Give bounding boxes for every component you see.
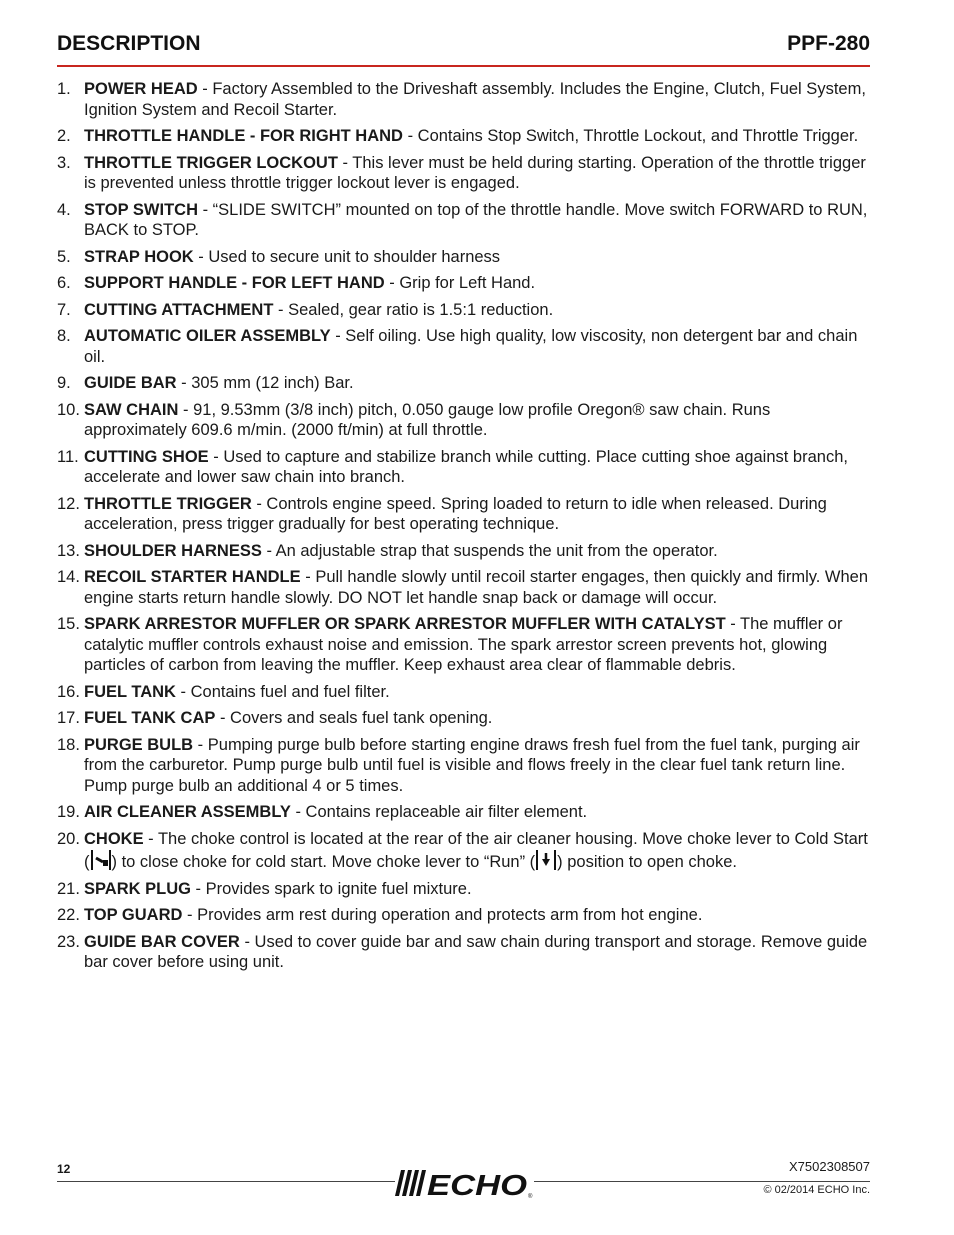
list-item — [57, 614, 870, 676]
item-number: 23. — [57, 932, 80, 951]
item-text: - The muffler or catalytic muffler controls exhaust noise and emission. The spark arrestor screen prevents hot, glowing particles of carbon from leaving the muffler. Keep exhaust area clear of flammable debris. — [84, 615, 843, 674]
list-item — [57, 447, 870, 488]
list-item — [57, 567, 870, 608]
item-text: - Pumping purge bulb before starting engine draws fresh fuel from the fuel tank, purging air from the carburetor. Pump purge bulb until fuel is visible and flows freely in the clear fuel tank return line. Pump purge bulb an additional 4 or 5 times. — [84, 735, 860, 795]
item-term: AIR CLEANER ASSEMBLY — [84, 803, 291, 821]
item-number: 20. — [57, 829, 80, 848]
list-item — [57, 247, 870, 268]
choke-run-icon — [535, 849, 557, 871]
item-text: - Used to capture and stabilize branch while cutting. Place cutting shoe against branch, accelerate and lower saw chain into branch. — [84, 447, 848, 486]
item-term: THROTTLE TRIGGER — [84, 494, 252, 513]
item-text: ) position to open choke. — [557, 853, 737, 871]
item-text: - Used to cover guide bar and saw chain during transport and storage. Remove guide bar cover before using unit. — [84, 932, 868, 971]
description-list — [57, 79, 870, 979]
item-term: PURGE BULB — [84, 735, 194, 754]
item-number: 14. — [57, 568, 80, 586]
item-term: THROTTLE HANDLE - FOR RIGHT HAND — [84, 127, 403, 145]
item-number: 17. — [57, 709, 80, 727]
footer-rule-right — [534, 1181, 870, 1182]
item-text: - Provides arm rest during operation and protects arm from hot engine. — [182, 906, 703, 924]
list-item — [57, 541, 870, 562]
item-text: - 305 mm (12 inch) Bar. — [176, 374, 354, 392]
item-term: SPARK ARRESTOR MUFFLER OR SPARK ARRESTOR MUFFLER WITH CATALYST — [84, 615, 726, 633]
item-term: AUTOMATIC OILER ASSEMBLY — [84, 327, 331, 345]
item-number: 19. — [57, 803, 80, 821]
item-term: CUTTING SHOE — [84, 447, 209, 466]
item-number: 15. — [57, 615, 80, 633]
list-item — [57, 300, 870, 321]
logo-wordmark: ECHO — [427, 1170, 528, 1200]
list-item — [57, 373, 870, 394]
echo-logo — [395, 1166, 535, 1200]
item-text: - Self oiling. Use high quality, low viscosity, non detergent bar and chain oil. — [84, 327, 858, 366]
item-number: 3. — [57, 153, 71, 172]
item-number: 6. — [57, 274, 71, 292]
item-number: 2. — [57, 127, 71, 145]
item-number: 13. — [57, 541, 80, 560]
choke-cold-start-icon — [90, 849, 112, 871]
list-item — [57, 200, 870, 241]
item-term: TOP GUARD — [84, 906, 183, 924]
item-term: POWER HEAD — [84, 80, 198, 98]
item-text: - Contains replaceable air filter element. — [290, 803, 588, 821]
item-number: 4. — [57, 200, 71, 219]
item-term: FUEL TANK — [84, 682, 176, 701]
item-number: 11. — [57, 447, 79, 466]
item-text: - Grip for Left Hand. — [384, 274, 536, 292]
copyright: © 02/2014 ECHO Inc. — [763, 1184, 870, 1196]
item-text: - Sealed, gear ratio is 1.5:1 reduction. — [273, 300, 554, 319]
list-item — [57, 400, 870, 441]
item-text: - The choke control is located at the rear of the air cleaner housing. Move choke lever to Cold Start ( — [84, 829, 868, 871]
item-text: - Contains Stop Switch, Throttle Lockout, and Throttle Trigger. — [402, 127, 859, 145]
item-text: - Covers and seals fuel tank opening. — [215, 709, 493, 727]
item-text: - Pull handle slowly until recoil starter engages, then quickly and firmly. When engine starts return handle slowly. DO NOT let handle snap back or damage will occur. — [84, 568, 869, 607]
item-term: STRAP HOOK — [84, 247, 194, 266]
item-text: - This lever must be held during starting. Operation of the throttle trigger is prevented unless throttle trigger lockout lever is engaged. — [84, 153, 866, 192]
list-item — [57, 905, 870, 926]
list-item — [57, 494, 870, 535]
item-term: RECOIL STARTER HANDLE — [84, 568, 301, 586]
list-item — [57, 682, 870, 703]
item-term: CHOKE — [84, 829, 144, 848]
item-text: - An adjustable strap that suspends the unit from the operator. — [261, 541, 718, 560]
item-term: SPARK PLUG — [84, 879, 191, 898]
item-text: - 91, 9.53mm (3/8 inch) pitch, 0.050 gauge low profile Oregon® saw chain. Runs approximately 609.6 m/min. (2000 ft/min) at full throttle. — [84, 400, 771, 439]
item-number: 22. — [57, 906, 80, 924]
item-number: 10. — [57, 400, 80, 419]
item-number: 9. — [57, 374, 71, 392]
list-item — [57, 802, 870, 823]
item-text: - Factory Assembled to the Driveshaft assembly. Includes the Engine, Clutch, Fuel System, Ignition System and Recoil Starter. — [84, 80, 866, 119]
item-number: 1. — [57, 80, 71, 98]
list-item — [57, 79, 870, 120]
item-text: - Contains fuel and fuel filter. — [175, 682, 390, 701]
item-number: 7. — [57, 300, 71, 319]
page-number: 12 — [57, 1162, 71, 1176]
section-title: DESCRIPTION — [57, 32, 201, 55]
part-number: X7502308507 — [789, 1159, 870, 1174]
item-term: CUTTING ATTACHMENT — [84, 300, 274, 319]
footer-rule-left — [57, 1181, 395, 1182]
model-number: PPF-280 — [787, 32, 870, 55]
list-item — [57, 153, 870, 194]
item-number: 8. — [57, 327, 71, 345]
item-number: 12. — [57, 494, 80, 513]
item-term: THROTTLE TRIGGER LOCKOUT — [84, 153, 338, 172]
list-item — [57, 829, 870, 873]
list-item — [57, 708, 870, 729]
item-term: FUEL TANK CAP — [84, 709, 216, 727]
item-term: SUPPORT HANDLE - FOR LEFT HAND — [84, 274, 385, 292]
list-item — [57, 932, 870, 973]
item-text: - “SLIDE SWITCH” mounted on top of the throttle handle. Move switch FORWARD to RUN, BACK to STOP. — [84, 200, 868, 239]
item-term: STOP SWITCH — [84, 200, 198, 219]
item-term: SAW CHAIN — [84, 400, 179, 419]
item-number: 18. — [57, 735, 80, 754]
item-term: GUIDE BAR COVER — [84, 932, 240, 951]
svg-text:®: ® — [528, 1194, 533, 1200]
list-item — [57, 326, 870, 367]
item-term: GUIDE BAR — [84, 374, 177, 392]
page-header — [57, 31, 870, 67]
item-number: 21. — [57, 879, 80, 898]
list-item — [57, 273, 870, 294]
list-item — [57, 126, 870, 147]
item-number: 5. — [57, 247, 71, 266]
item-number: 16. — [57, 682, 80, 701]
item-text: - Provides spark to ignite fuel mixture. — [190, 879, 472, 898]
item-text: - Controls engine speed. Spring loaded to return to idle when released. During acceleration, press trigger gradually for best operating technique. — [84, 494, 827, 533]
item-term: SHOULDER HARNESS — [84, 541, 262, 560]
item-text: - Used to secure unit to shoulder harness — [193, 247, 501, 266]
list-item — [57, 735, 870, 797]
list-item — [57, 879, 870, 900]
item-text: ) to close choke for cold start. Move choke lever to “Run” ( — [111, 853, 536, 871]
